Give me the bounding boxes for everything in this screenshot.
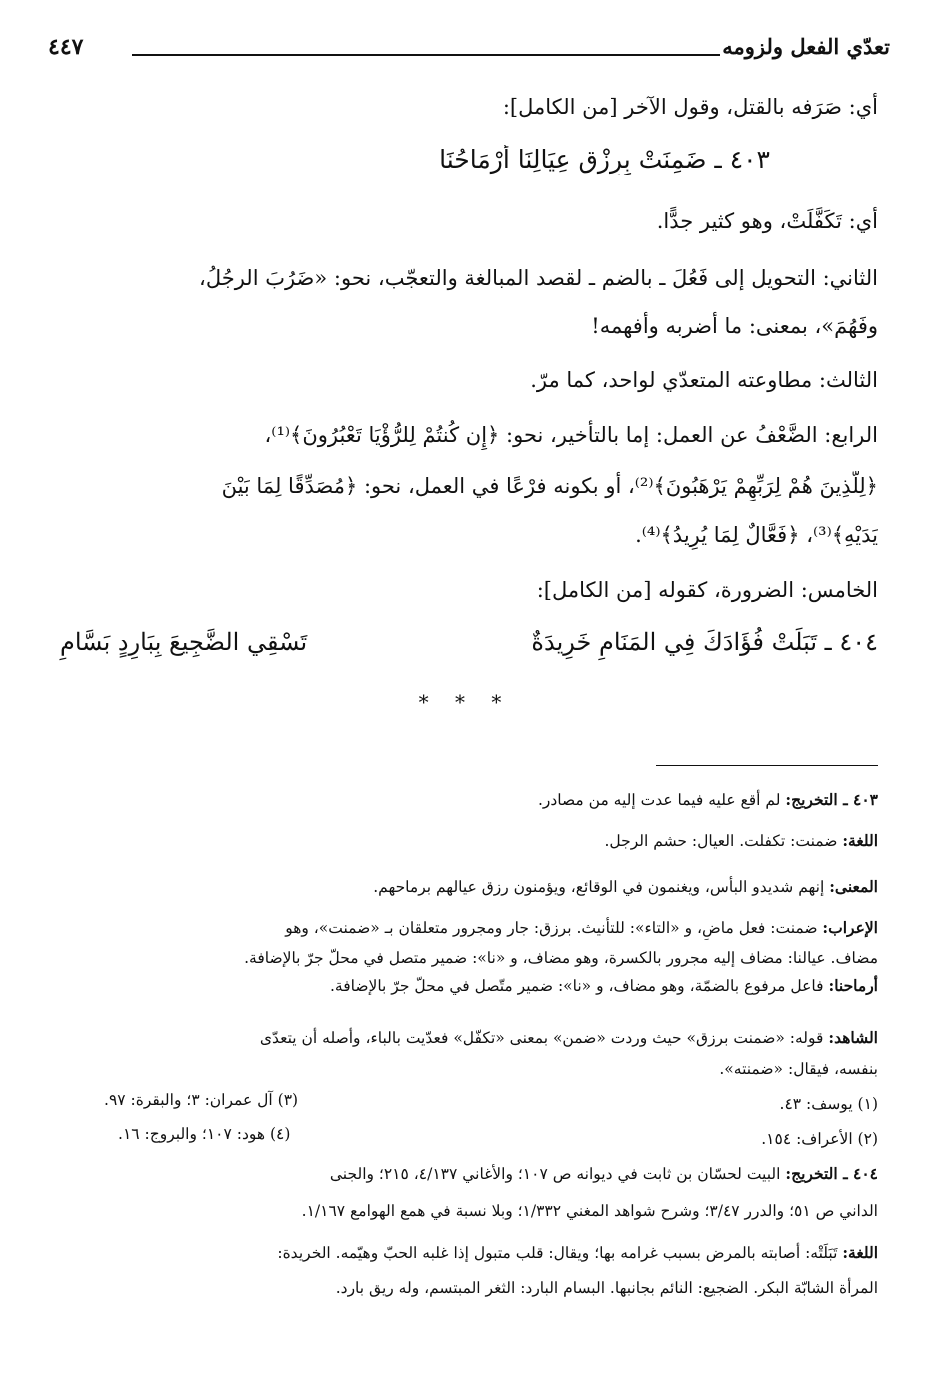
note-line (44, 916, 878, 940)
chapter-title: تعدّي الفعل ولزومه (722, 34, 890, 59)
note-line (44, 788, 878, 812)
note-text: لم أقع عليه فيما عدت إليه من مصادر. (537, 791, 786, 809)
footnote-ref-2: (٢) الأعراف: ١٥٤. (761, 1130, 878, 1148)
footnote-rule (656, 765, 878, 766)
note-line (44, 1026, 878, 1050)
paragraph-line: أي: صَرَفه بالقتل، وقول الآخر [من الكامل]: (502, 95, 878, 119)
note-label: الإعراب: (822, 918, 878, 937)
note-label: أرماحنا: (828, 976, 878, 995)
note-label: المعنى: (829, 877, 878, 896)
paragraph-line: وفَهُمَ»، بمعنى: ما أضربه وأفهمه! (591, 314, 878, 338)
note-line (44, 1162, 878, 1186)
note-text: ضمنت: فعل ماضٍ، و «التاء»: للتأنيث. برزق: جار ومجرور متعلقان بـ «ضمنت»، وهو (285, 919, 823, 937)
section-separator: * * * (418, 690, 512, 714)
verse-403: ٤٠٣ ـ ضَمِنَتْ بِرِزْقِ عِيَالِنَا أَرْمَاحُنَا (439, 145, 770, 174)
paragraph-line: يَدَيْهِ﴾⁽³⁾، ﴿فَعَّالٌ لِمَا يُرِيدُ﴾⁽⁴⁾. (635, 523, 878, 547)
paragraph-line: الثالث: مطاوعته المتعدّي لواحد، كما مرّ. (530, 368, 878, 392)
note-line: المرأة الشابّة البكر. الضجيع: النائم بجانبها. البسام البارد: الثغر المبتسم، وله ريق بارد. (335, 1279, 878, 1297)
paragraph-line: الرابع: الضَّعْفُ عن العمل: إما بالتأخير، نحو: ﴿إِن كُنتُمْ لِلرُّؤْيَا تَعْبُرُونَ﴾⁽¹⁾، (264, 423, 878, 447)
note-text: تَبَلَتْه: أصابته بالمرض بسبب غرامه بها؛ ويقال: قلب متبول إذا غلبه الحبّ وهيّمه. الخريدة: (277, 1244, 843, 1262)
note-text: ضمنت: تكفلت. العيال: حشم الرجل. (604, 832, 843, 850)
page-number: ٤٤٧ (48, 34, 84, 60)
note-label: الشاهد: (828, 1028, 878, 1047)
note-text: فاعل مرفوع بالضمّة، وهو مضاف، و «نا»: ضمير متّصل في محلّ جرّ بالإضافة. (329, 977, 829, 995)
verse-404-second-hemistich: تَسْقِي الضَّجِيعَ بِبَارِدٍ بَسَّامِ (60, 628, 308, 656)
paragraph-line: أي: تَكَفَّلَتْ، وهو كثير جدًّا. (656, 209, 878, 233)
note-text: إنهم شديدو البأس، ويغنمون في الوقائع، ويؤمنون رزق عيالهم برماحهم. (373, 878, 830, 896)
note-text: البيت لحسّان بن ثابت في ديوانه ص ١٠٧؛ والأغاني ٤/١٣٧، ٢١٥؛ والجنى (329, 1165, 786, 1183)
running-header (48, 30, 890, 70)
header-rule (132, 54, 720, 56)
paragraph-line: الخامس: الضرورة، كقوله [من الكامل]: (536, 578, 878, 602)
note-line: مضاف. عيالنا: مضاف إليه مجرور بالكسرة، وهو مضاف، و «نا»: ضمير متصل في محلّ جرّ بالإضافة. (244, 949, 878, 967)
note-label: ٤٠٣ ـ التخريج: (785, 790, 878, 809)
paragraph-line: الثاني: التحويل إلى فَعُلَ ـ بالضم ـ لقصد المبالغة والتعجّب، نحو: «ضَرُبَ الرجُلُ، (199, 266, 878, 290)
footnote-ref-1: (١) يوسف: ٤٣. (779, 1095, 878, 1113)
note-line (44, 829, 878, 853)
note-line (44, 1241, 878, 1265)
note-line: بنفسه، فيقال: «ضمنته». (719, 1060, 878, 1078)
note-label: اللغة: (842, 831, 878, 850)
footnote-ref-4: (٤) هود: ١٠٧؛ والبروج: ١٦. (118, 1125, 291, 1143)
note-line (44, 974, 878, 998)
note-text: قوله: «ضمنت برزق» حيث وردت «ضمن» بمعنى «تكفّل» فعدّيت بالباء، وأصله أن يتعدّى (259, 1029, 829, 1047)
note-line (44, 875, 878, 899)
note-label: ٤٠٤ ـ التخريج: (785, 1164, 878, 1183)
footnote-ref-3: (٣) آل عمران: ٣؛ والبقرة: ٩٧. (104, 1091, 299, 1109)
note-label: اللغة: (842, 1243, 878, 1262)
note-line: الداني ص ٥١؛ والدرر ٣/٤٧؛ وشرح شواهد المغني ١/٣٣٢؛ وبلا نسبة في همع الهوامع ١/١٦٧. (301, 1202, 878, 1220)
verse-404-first-hemistich: ٤٠٤ ـ تَبَلَتْ فُؤَادَكَ فِي المَنَامِ خَرِيدَةٌ (531, 628, 878, 656)
paragraph-line: ﴿لِلَّذِينَ هُمْ لِرَبِّهِمْ يَرْهَبُونَ﴾⁽²⁾، أو بكونه فرْعًا في العمل، نحو: ﴿مُصَدِّقًا لِمَا بَيْنَ (221, 474, 878, 498)
